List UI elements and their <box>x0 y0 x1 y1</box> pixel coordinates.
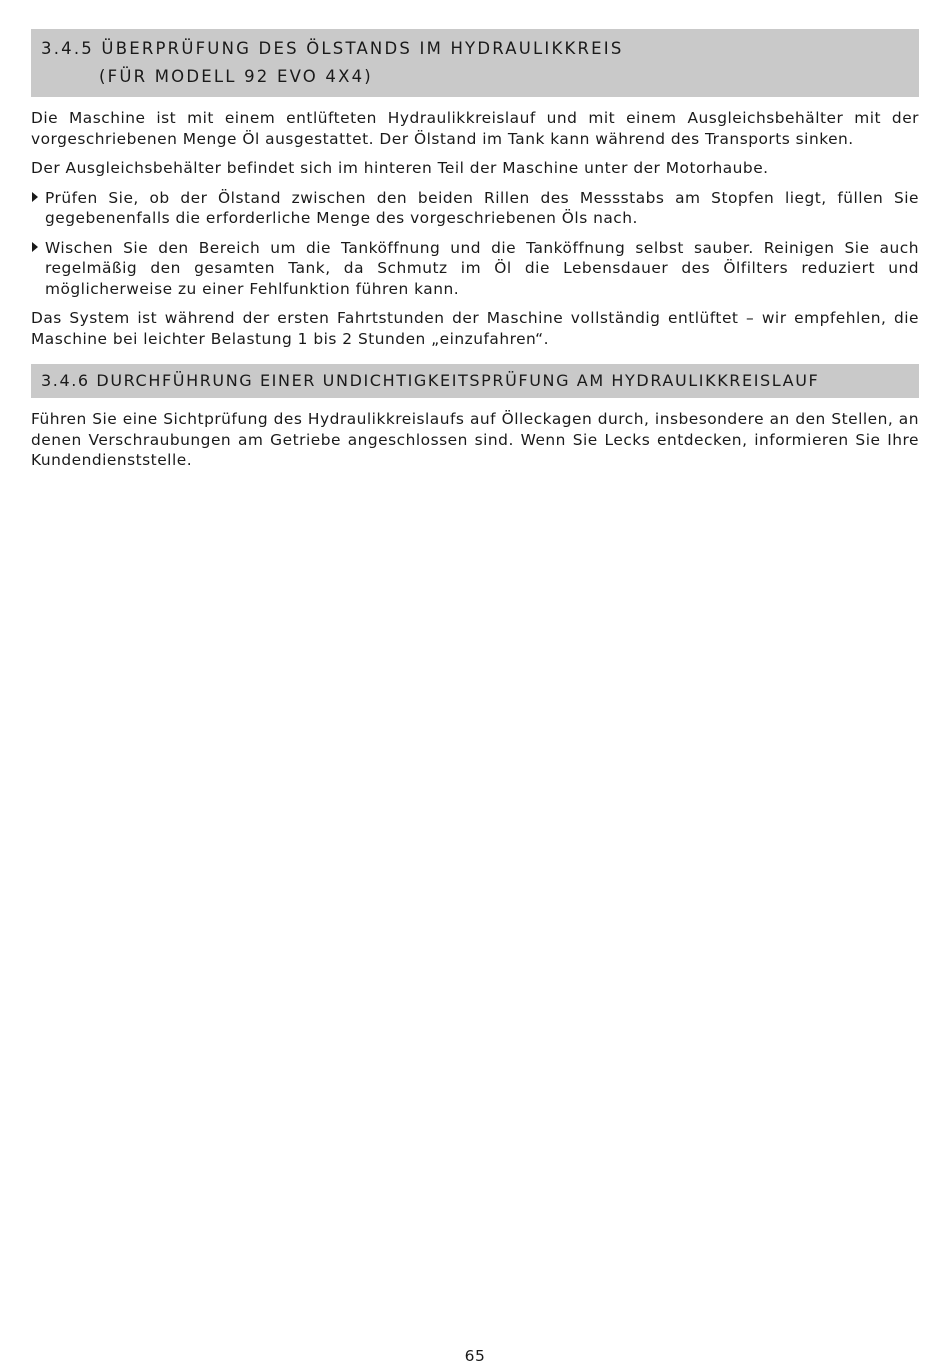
paragraph-closing: Das System ist während der ersten Fahrtstunden der Maschine vollständig entlüftet – wir empfehlen, die Maschine bei leichter Belastung 1 bis 2 Stunden „einzufahren“. <box>31 309 919 348</box>
section-title: 3.4.6 DURCHFÜHRUNG EINER UNDICHTIGKEITSPRÜFUNG AM HYDRAULIKKREISLAUF <box>41 371 820 390</box>
bullet-item-check-level <box>31 188 919 229</box>
bullet-arrow-icon <box>32 242 38 252</box>
document-page <box>31 29 919 471</box>
page-number: 65 <box>464 1347 486 1365</box>
paragraph-leak-check: Führen Sie eine Sichtprüfung des Hydraulikkreislaufs auf Ölleckagen durch, insbesondere an den Stellen, an denen Verschraubungen am Getriebe angeschlossen sind. Wenn Sie Lecks entdecken, informieren Sie Ihre Kundendienststelle. <box>31 410 919 469</box>
paragraph-location: Der Ausgleichsbehälter befindet sich im hinteren Teil der Maschine unter der Motorhaube. <box>31 159 769 177</box>
bullet-item-clean-tank <box>31 238 919 300</box>
bullet-text: Prüfen Sie, ob der Ölstand zwischen den beiden Rillen des Messstabs am Stopfen liegt, füllen Sie gegebenenfalls die erforderliche Menge des vorgeschriebenen Öls nach. <box>45 188 919 227</box>
section-title-line2: (FÜR MODELL 92 EVO 4X4) <box>99 67 373 86</box>
section-header-3-4-6 <box>31 364 919 398</box>
section-header-3-4-5 <box>31 29 919 97</box>
paragraph-intro: Die Maschine ist mit einem entlüfteten Hydraulikkreislauf und mit einem Ausgleichsbehälter mit der vorgeschriebenen Menge Öl ausgestattet. Der Ölstand im Tank kann während des Transports sinken. <box>31 109 919 148</box>
bullet-arrow-icon <box>32 192 38 202</box>
section-title-line1: 3.4.5 ÜBERPRÜFUNG DES ÖLSTANDS IM HYDRAULIKKREIS <box>41 39 624 58</box>
bullet-text: Wischen Sie den Bereich um die Tanköffnung und die Tanköffnung selbst sauber. Reinigen Sie auch regelmäßig den gesamten Tank, da Schmutz im Öl die Lebensdauer des Ölfilters reduziert und möglicherweise zu einer Fehlfunktion führen kann. <box>45 238 919 298</box>
